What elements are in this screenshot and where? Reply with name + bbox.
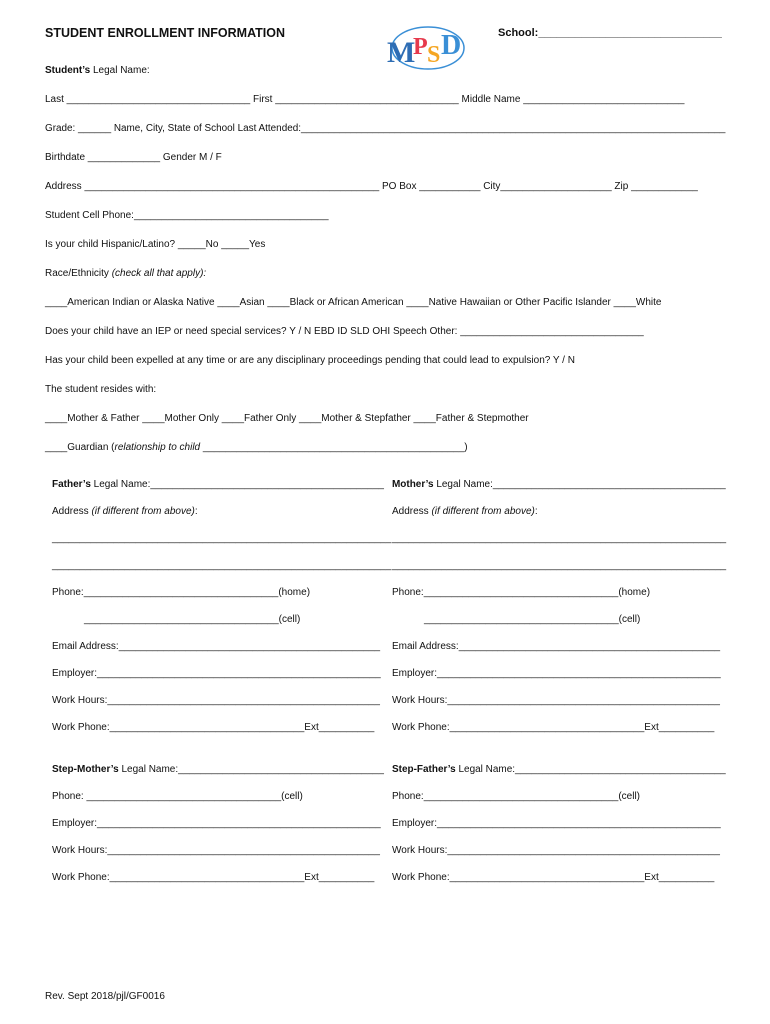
- student-label-bold: Student’s: [45, 65, 91, 76]
- mother-phone-cell[interactable]: ___________________________________(cell): [424, 614, 641, 625]
- svg-text:M: M: [387, 36, 416, 69]
- mpsd-logo: [385, 24, 467, 74]
- father-employer[interactable]: Employer:___________________________________________________: [52, 668, 381, 679]
- guardian-suffix: _______________________________________________): [200, 442, 468, 453]
- father-label-bold: Father’s: [52, 479, 91, 490]
- stepmother-employer[interactable]: Employer:___________________________________________________: [52, 818, 381, 829]
- birthdate-gender-fields[interactable]: Birthdate _____________ Gender M / F: [45, 152, 222, 163]
- mother-work-phone[interactable]: Work Phone:___________________________________Ext__________: [392, 722, 715, 733]
- iep-question[interactable]: Does your child have an IEP or need special services? Y / N EBD ID SLD OHI Speech Other: _________________________________: [45, 326, 644, 337]
- student-cell-field[interactable]: Student Cell Phone:___________________________________: [45, 210, 329, 221]
- stepfather-phone-cell[interactable]: Phone:___________________________________(cell): [392, 791, 641, 802]
- mother-address-colon: :: [534, 506, 538, 517]
- svg-text:P: P: [413, 34, 428, 60]
- expulsion-question[interactable]: Has your child been expelled at any time or are any disciplinary proceedings pending that could lead to expulsion? Y / N: [45, 355, 575, 366]
- student-legal-name-heading: [45, 65, 150, 77]
- mother-label-rest: Legal Name:__________________________________________: [433, 479, 726, 490]
- mother-name-field[interactable]: [392, 479, 726, 491]
- page-title: STUDENT ENROLLMENT INFORMATION: [45, 26, 286, 40]
- guardian-note: relationship to child: [114, 442, 201, 453]
- father-email[interactable]: Email Address:_______________________________________________: [52, 641, 381, 652]
- student-name-fields[interactable]: Last _________________________________ First _________________________________ Middle Name _____________________________: [45, 94, 685, 105]
- mother-address-line-1[interactable]: _____________________________________________________________: [392, 533, 727, 544]
- mother-address-note: (if different from above): [431, 506, 535, 517]
- resides-options[interactable]: ____Mother & Father ____Mother Only ____Father Only ____Mother & Stepfather ____Father & Stepmother: [45, 413, 529, 424]
- mother-email[interactable]: Email Address:_______________________________________________: [392, 641, 721, 652]
- father-name-field[interactable]: [52, 479, 384, 491]
- stepmother-phone-cell[interactable]: Phone: ___________________________________(cell): [52, 791, 303, 802]
- mother-employer[interactable]: Employer:___________________________________________________: [392, 668, 721, 679]
- svg-text:S: S: [427, 42, 441, 68]
- address-fields[interactable]: Address _____________________________________________________ PO Box ___________ City____________________ Zip ____________: [45, 181, 698, 192]
- grade-school-fields[interactable]: Grade: ______ Name, City, State of School Last Attended:_____________________________________________________________________________: [45, 123, 726, 134]
- race-heading: [45, 268, 206, 280]
- father-address-text: Address: [52, 506, 92, 517]
- stepfather-label-rest: Legal Name:______________________________________: [455, 764, 726, 775]
- father-address-line-2[interactable]: _____________________________________________________________: [52, 560, 392, 571]
- stepfather-work-hours[interactable]: Work Hours:_________________________________________________: [392, 845, 720, 856]
- father-address-label: [52, 506, 198, 518]
- revision-footer: Rev. Sept 2018/pjl/GF0016: [45, 991, 165, 1002]
- father-label-rest: Legal Name:__________________________________________: [90, 479, 384, 490]
- mother-label-bold: Mother’s: [392, 479, 434, 490]
- guardian-field[interactable]: [45, 442, 468, 454]
- stepmother-work-hours[interactable]: Work Hours:_________________________________________________: [52, 845, 380, 856]
- father-work-hours[interactable]: Work Hours:_________________________________________________: [52, 695, 380, 706]
- father-address-colon: :: [194, 506, 198, 517]
- stepmother-work-phone[interactable]: Work Phone:___________________________________Ext__________: [52, 872, 375, 883]
- stepmother-label-rest: Legal Name:_____________________________________: [118, 764, 384, 775]
- student-label-rest: Legal Name:: [90, 65, 150, 76]
- father-address-note: (if different from above): [91, 506, 195, 517]
- stepfather-name-field[interactable]: [392, 764, 726, 776]
- mother-work-hours[interactable]: Work Hours:_________________________________________________: [392, 695, 720, 706]
- stepmother-label-bold: Step-Mother’s: [52, 764, 119, 775]
- stepfather-employer[interactable]: Employer:___________________________________________________: [392, 818, 721, 829]
- father-address-line-1[interactable]: _____________________________________________________________: [52, 533, 392, 544]
- stepfather-label-bold: Step-Father’s: [392, 764, 456, 775]
- race-options[interactable]: ____American Indian or Alaska Native ____Asian ____Black or African American ____Native Hawaiian or Other Pacific Islander ____White: [45, 297, 662, 308]
- school-field[interactable]: School:______________________________: [498, 27, 722, 39]
- stepmother-name-field[interactable]: [52, 764, 384, 776]
- stepfather-work-phone[interactable]: Work Phone:___________________________________Ext__________: [392, 872, 715, 883]
- father-phone-cell[interactable]: ___________________________________(cell): [84, 614, 301, 625]
- mother-address-line-2[interactable]: _____________________________________________________________: [392, 560, 727, 571]
- father-work-phone[interactable]: Work Phone:___________________________________Ext__________: [52, 722, 375, 733]
- mother-address-text: Address: [392, 506, 432, 517]
- father-phone-home[interactable]: Phone:___________________________________(home): [52, 587, 311, 598]
- resides-with-label: The student resides with:: [45, 384, 157, 395]
- guardian-prefix: ____Guardian (: [45, 442, 115, 453]
- race-label: Race/Ethnicity: [45, 268, 112, 279]
- race-note: (check all that apply):: [111, 268, 207, 279]
- mother-address-label: [392, 506, 538, 518]
- mother-phone-home[interactable]: Phone:___________________________________(home): [392, 587, 651, 598]
- svg-text:D: D: [441, 30, 462, 61]
- hispanic-question[interactable]: Is your child Hispanic/Latino? _____No _____Yes: [45, 239, 266, 250]
